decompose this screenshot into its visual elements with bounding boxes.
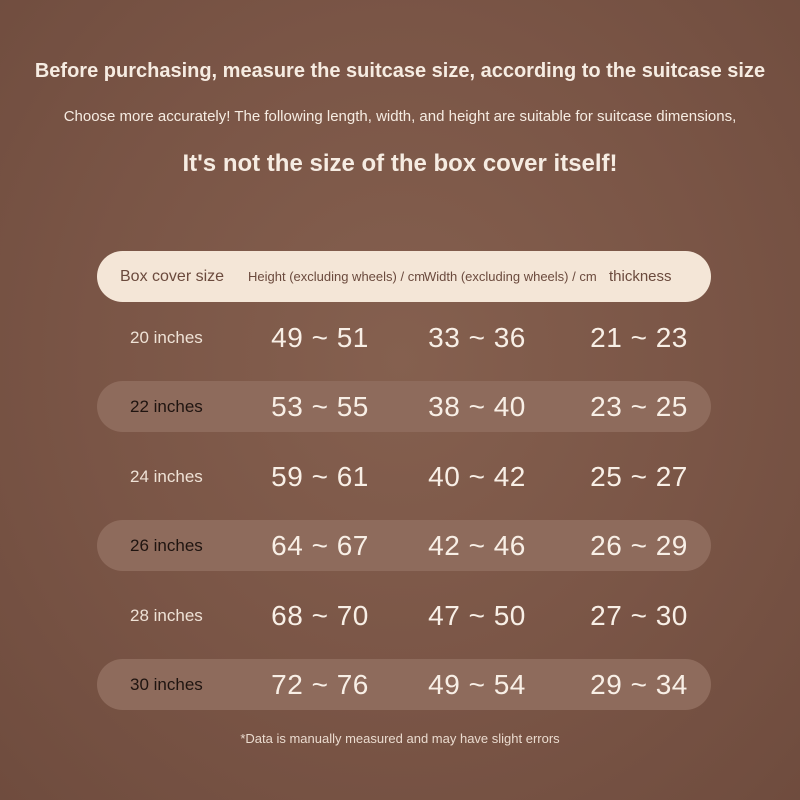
intro-line-2: Choose more accurately! The following length, width, and height are suitable for suitcase dimensions,	[63, 108, 737, 125]
row-width: 38 ~ 40	[428, 390, 526, 422]
row-height: 68 ~ 70	[271, 599, 369, 631]
table-header	[97, 251, 711, 302]
row-width: 40 ~ 42	[428, 460, 526, 492]
footnote: *Data is manually measured and may have slight errors	[240, 731, 560, 746]
row-height: 49 ~ 51	[271, 321, 369, 353]
row-size: 24 inches	[130, 466, 203, 486]
row-size: 22 inches	[130, 396, 203, 416]
row-width: 33 ~ 36	[428, 321, 526, 353]
table-row	[97, 659, 711, 710]
row-thickness: 25 ~ 27	[590, 460, 688, 492]
row-thickness: 26 ~ 29	[590, 529, 688, 561]
row-height: 59 ~ 61	[271, 460, 369, 492]
table-row	[97, 312, 711, 363]
table-row	[97, 590, 711, 641]
row-height: 64 ~ 67	[271, 529, 369, 561]
header-thickness: thickness	[609, 268, 672, 285]
row-width: 47 ~ 50	[428, 599, 526, 631]
row-thickness: 29 ~ 34	[590, 668, 688, 700]
header-box-cover-size: Box cover size	[120, 267, 225, 285]
header-height: Height (excluding wheels) / cm	[248, 269, 426, 284]
intro-line-3: It's not the size of the box cover itself!	[182, 150, 618, 177]
row-size: 28 inches	[130, 605, 203, 625]
row-width: 42 ~ 46	[428, 529, 526, 561]
header-width: Width (excluding wheels) / cm	[424, 269, 597, 284]
row-thickness: 21 ~ 23	[590, 321, 688, 353]
intro-line-1: Before purchasing, measure the suitcase size, according to the suitcase size	[34, 60, 766, 82]
row-thickness: 27 ~ 30	[590, 599, 688, 631]
row-width: 49 ~ 54	[428, 668, 526, 700]
table-row	[97, 451, 711, 502]
row-size: 26 inches	[130, 535, 203, 555]
row-height: 72 ~ 76	[271, 668, 369, 700]
table-row	[97, 381, 711, 432]
row-size: 20 inches	[130, 327, 203, 347]
row-thickness: 23 ~ 25	[590, 390, 688, 422]
row-size: 30 inches	[130, 674, 203, 694]
table-row	[97, 520, 711, 571]
row-height: 53 ~ 55	[271, 390, 369, 422]
